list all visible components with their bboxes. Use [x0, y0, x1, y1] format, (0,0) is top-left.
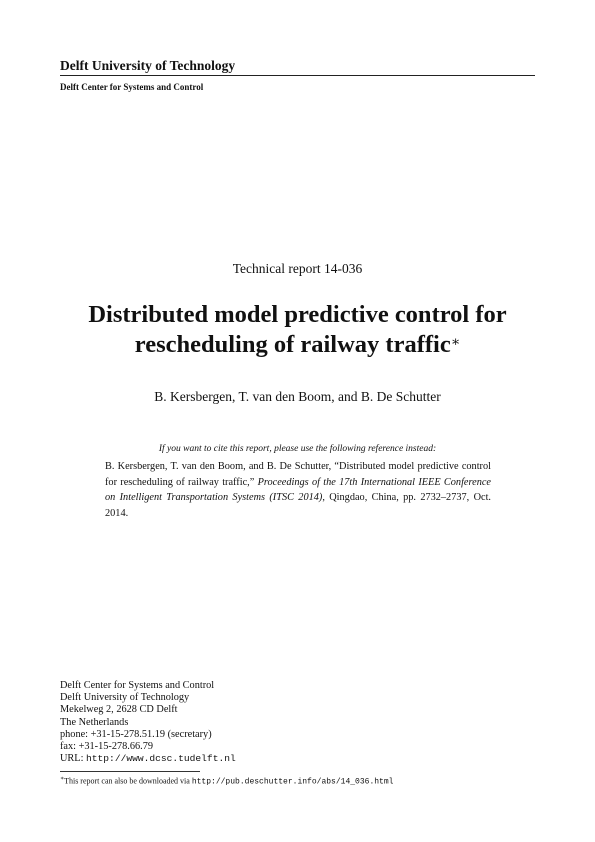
citation-venue: Proceedings of the 17th International IEEE Conference on Intelligent Transportation Systems (ITSC 2014): [105, 476, 491, 504]
url-label: URL:: [60, 753, 87, 765]
address-line: Mekelweg 2, 2628 CD Delft: [60, 704, 178, 716]
download-url-link[interactable]: http://pub.deschutter.info/abs/14_036.html: [191, 777, 394, 787]
fax-line: fax: +31-15-278.66.79: [60, 741, 154, 753]
address-line: The Netherlands: [60, 716, 129, 728]
title-line-2: [0, 330, 595, 360]
address-line: Delft Center for Systems and Control: [60, 680, 215, 691]
citation-reference: [105, 459, 491, 521]
phone-line: phone: +31-15-278.51.19 (secretary): [60, 728, 212, 740]
footnote-text: This report can also be downloaded via: [64, 776, 192, 786]
department-name: Delft Center for Systems and Control: [60, 82, 204, 92]
citation-intro: If you want to cite this report, please use the following reference instead:: [158, 444, 437, 454]
report-title: [0, 300, 595, 360]
footnote-divider: [60, 771, 200, 772]
dcsc-url-link[interactable]: http://www.dcsc.tudelft.nl: [86, 753, 236, 765]
university-name: Delft University of Technology: [60, 58, 236, 73]
address-block: [60, 680, 236, 765]
title-footnote-marker[interactable]: ∗: [450, 335, 461, 350]
title-line-2-text: rescheduling of railway traffic: [134, 331, 451, 358]
footnote-marker: ∗: [60, 776, 65, 782]
address-line: Delft University of Technology: [60, 692, 190, 704]
header-divider: [60, 75, 535, 76]
authors: B. Kersbergen, T. van den Boom, and B. De Schutter: [154, 389, 441, 404]
footnote: [60, 775, 393, 787]
citation-details: , Qingdao, China, pp. 2732–2737, Oct. 2014.: [105, 492, 492, 519]
citation-authors-title: B. Kersbergen, T. van den Boom, and B. De Schutter, “Distributed model predictive control for rescheduling of railway traffic,”: [105, 461, 491, 488]
report-number: Technical report 14-036: [232, 261, 363, 276]
url-line: [60, 753, 236, 765]
title-line-1: Distributed model predictive control for: [88, 301, 507, 328]
